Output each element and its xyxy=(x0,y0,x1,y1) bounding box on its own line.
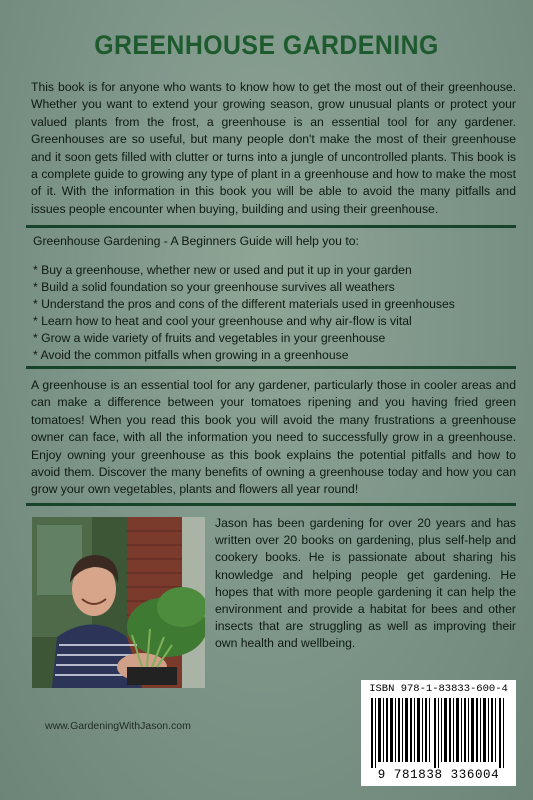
benefit-item: * Avoid the common pitfalls when growing in a greenhouse xyxy=(33,348,349,363)
benefit-item: * Learn how to heat and cool your greenhouse and why air-flow is vital xyxy=(33,314,412,329)
benefits-list xyxy=(33,262,455,365)
intro-paragraph: This book is for anyone who wants to know how to get the most out of their greenhouse. Whether you want to extend your growing season, grow unusual plants or protect your valued plants from the frost, a greenhouse is an essential tool for any gardener. Greenhouses are so useful, but many people don't make the most of their greenhouse and it soon gets filled with clutter or turns into a jungle of uncontrolled plants. This book is a complete guide to growing any type of plant in a greenhouse and how to make the most of it. With the information in this book you will be able to avoid the many pitfalls and issues people encounter when buying, building and using their greenhouse. xyxy=(31,80,516,216)
body-paragraph: A greenhouse is an essential tool for any gardener, particularly those in cooler areas and can make a difference between your tomatoes ripening and you having fried green tomatoes! When you read this book you will avoid the many frustrations a greenhouse owner can face, with all the information you need to successfully grow in a greenhouse. Enjoy owning your greenhouse as this book explains the potential pitfalls and how to avoid them. Discover the many benefits of owning a greenhouse today and how you can grow your own vegetables, plants and flowers all year round! xyxy=(31,378,516,497)
guide-heading: Greenhouse Gardening - A Beginners Guide will help you to: xyxy=(33,234,359,248)
author-bio: Jason has been gardening for over 20 years and has written over 20 books on gardening, plus self-help and cookery books. He is passionate about sharing his knowledge and helping people get gardening. He hopes that with more people gardening it can help the environment and provide a habitat for bees and other insects that are struggling as well as improving their own health and wellbeing. xyxy=(215,516,516,651)
isbn-barcode xyxy=(361,680,516,786)
author-photo xyxy=(32,517,205,688)
barcode-bars xyxy=(369,698,508,768)
benefit-item: * Understand the pros and cons of the different materials used in greenhouses xyxy=(33,297,455,312)
divider-bottom xyxy=(26,503,516,506)
isbn-label: ISBN 978-1-83833-600-4 xyxy=(369,683,508,695)
book-title: GREENHOUSE GARDENING xyxy=(94,30,439,60)
website-url: www.GardeningWithJason.com xyxy=(45,720,191,732)
benefit-item: * Build a solid foundation so your greenhouse survives all weathers xyxy=(33,280,395,295)
barcode-number: 9 781838 336004 xyxy=(377,768,500,782)
divider-middle xyxy=(26,366,516,369)
benefit-item: * Grow a wide variety of fruits and vegetables in your greenhouse xyxy=(33,331,386,346)
benefit-item: * Buy a greenhouse, whether new or used and put it up in your garden xyxy=(33,263,412,277)
divider-top xyxy=(26,225,516,228)
